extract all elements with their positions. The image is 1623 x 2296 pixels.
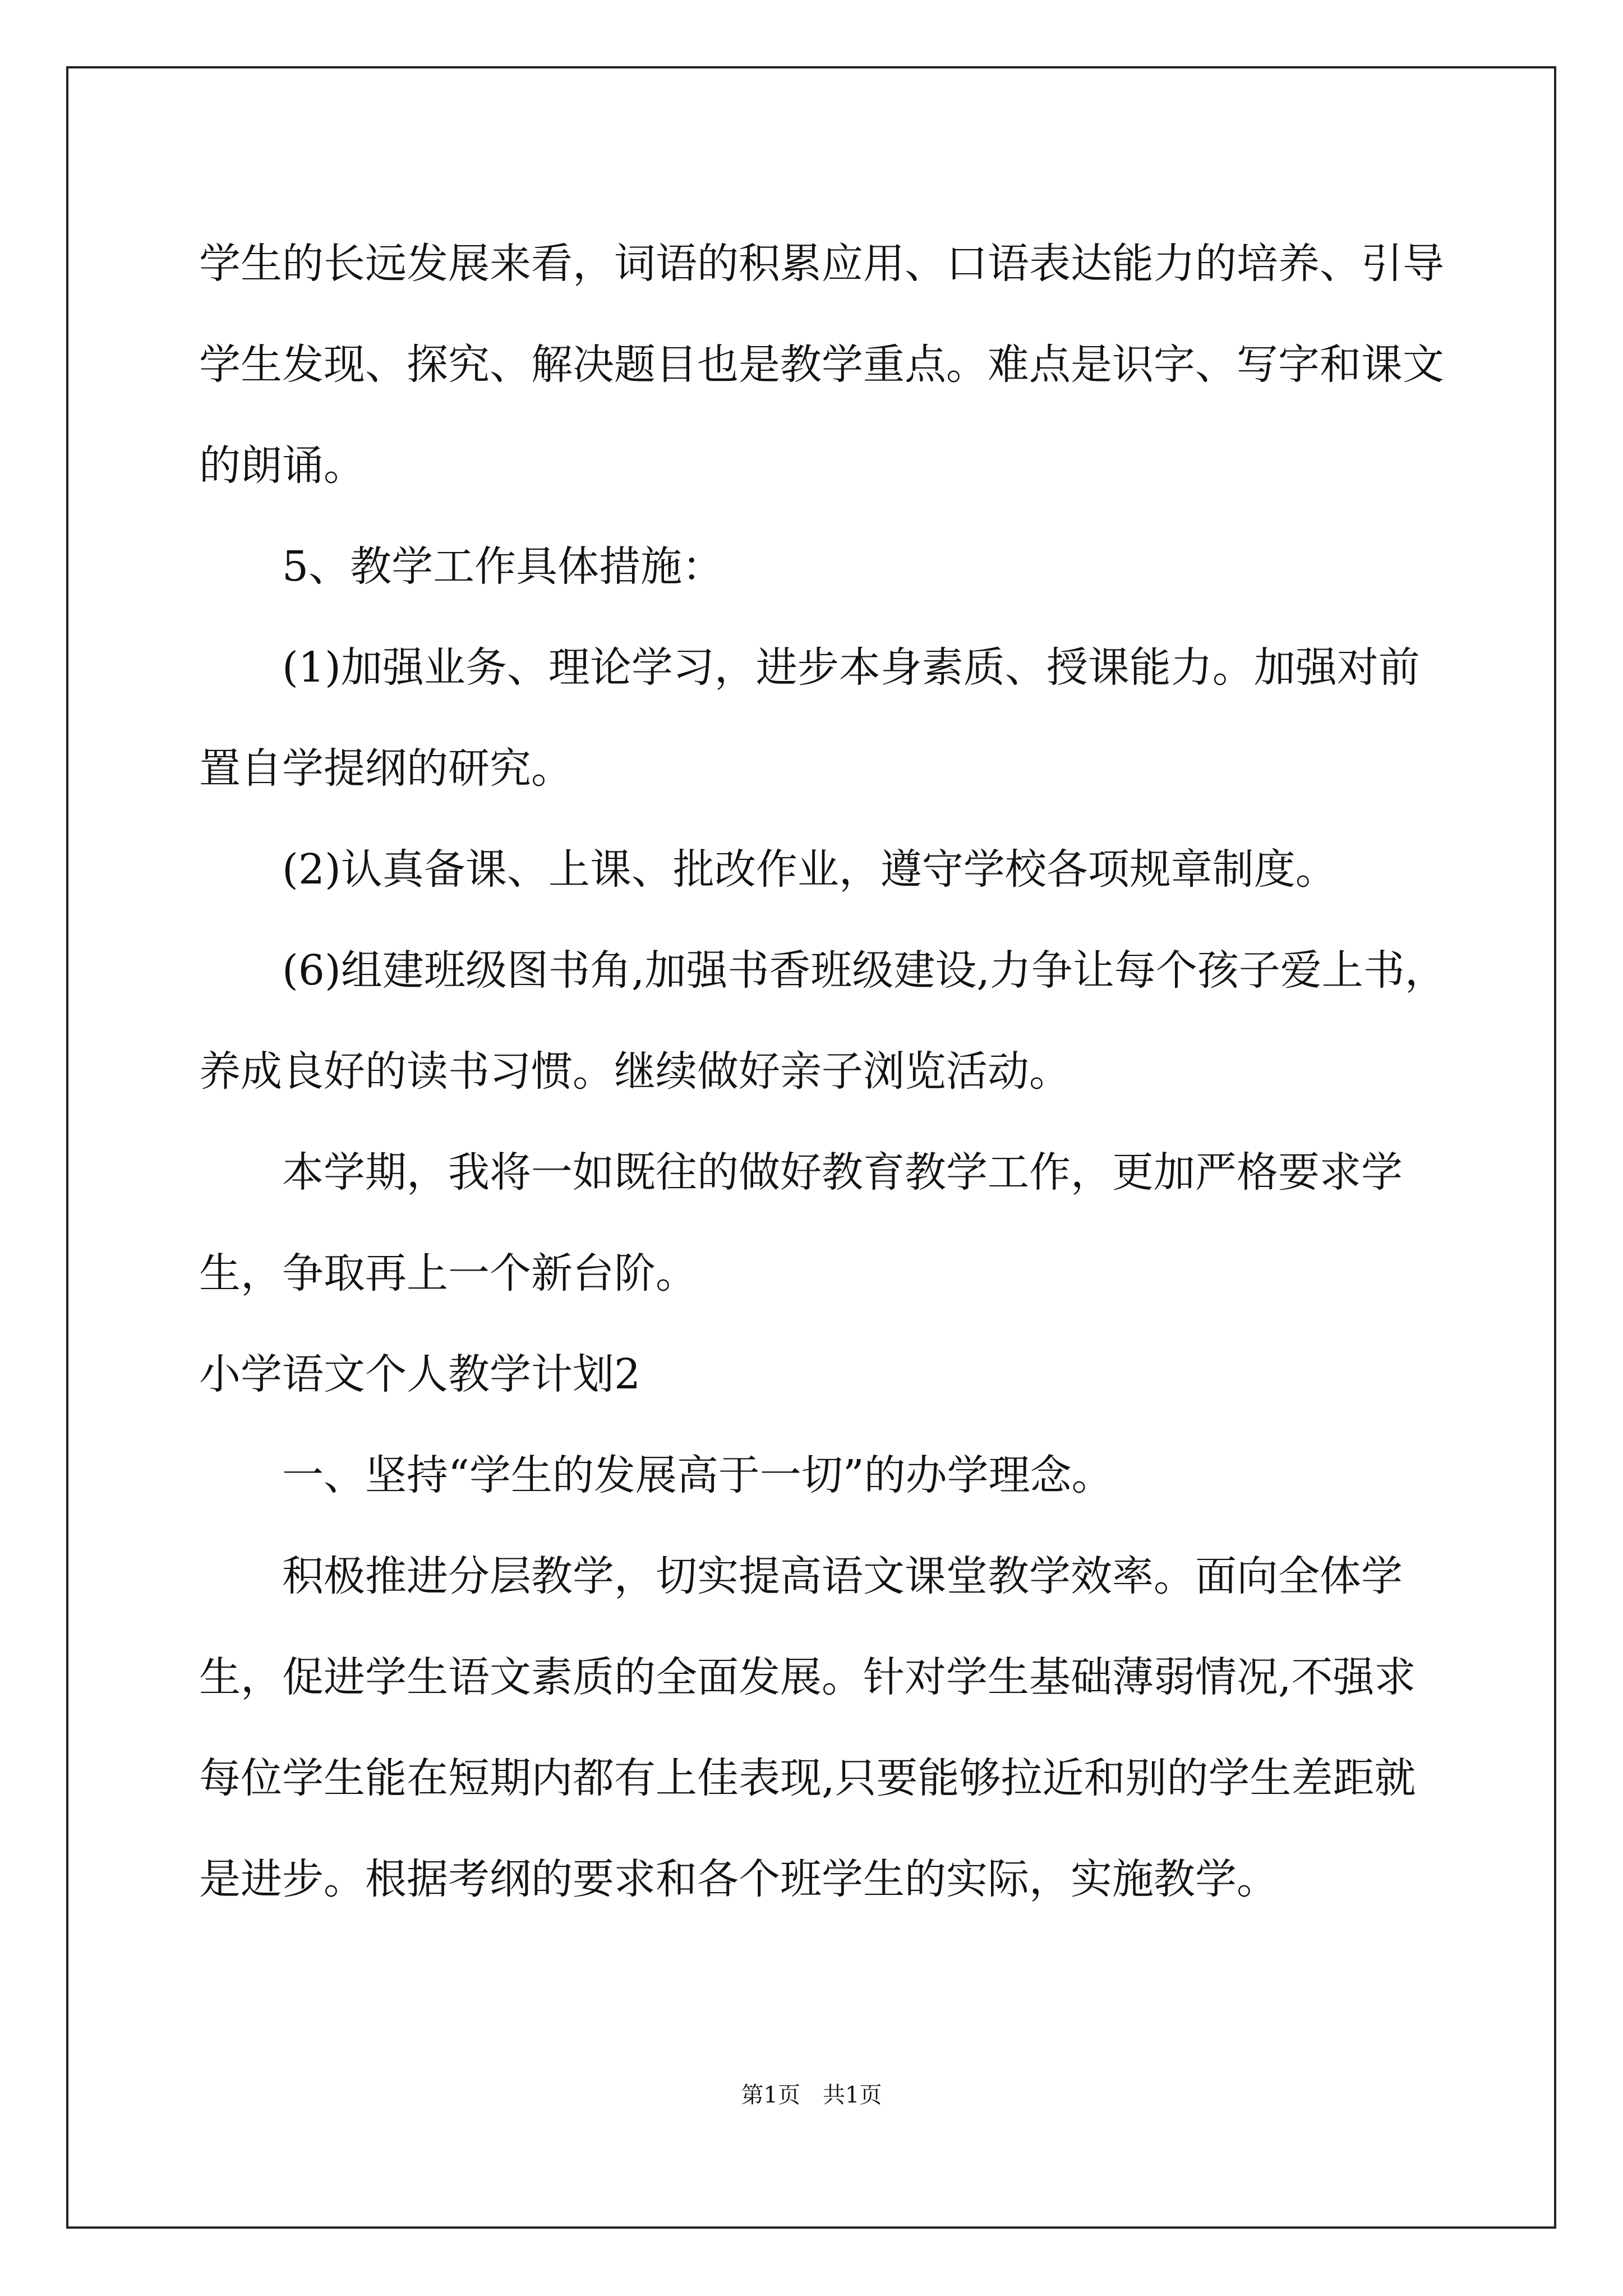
paragraph-3: (1)加强业务、理论学习，进步本身素质、授课能力。加强对前置自学提纲的研究。: [199, 643, 1420, 793]
paragraph-6: 本学期，我将一如既往的做好教育教学工作，更加严格要求学生，争取再上一个新台阶。: [199, 1148, 1403, 1297]
paragraph-2: 5、教学工作具体措施：: [282, 542, 724, 591]
section-heading: 小学语文个人教学计划2: [199, 1350, 641, 1398]
page-footer: 第1页 共1页: [741, 2082, 882, 2108]
document-body: [199, 213, 1450, 1930]
paragraph-4: (2)认真备课、上课、批改作业，遵守学校各项规章制度。: [282, 845, 1337, 894]
paragraph-1: 学生的长远发展来看，词语的积累应用、口语表达能力的培养、引导学生发现、探究、解决题目也是教学重点。难点是识字、写字和课文的朗诵。: [199, 240, 1444, 490]
paragraph-5: (6)组建班级图书角,加强书香班级建设,力争让每个孩子爱上书，养成良好的读书习惯。继续做好亲子浏览活动。: [199, 946, 1446, 1096]
paragraph-8: 一、坚持“学生的发展高于一切”的办学理念。: [282, 1451, 1113, 1499]
paragraph-9: 积极推进分层教学，切实提高语文课堂教学效率。面向全体学生，促进学生语文素质的全面发展。针对学生基础薄弱情况,不强求每位学生能在短期内都有上佳表现,只要能够拉近和别的学生差距就是进步。根据考纲的要求和各个班学生的实际，实施教学。: [199, 1552, 1416, 1903]
